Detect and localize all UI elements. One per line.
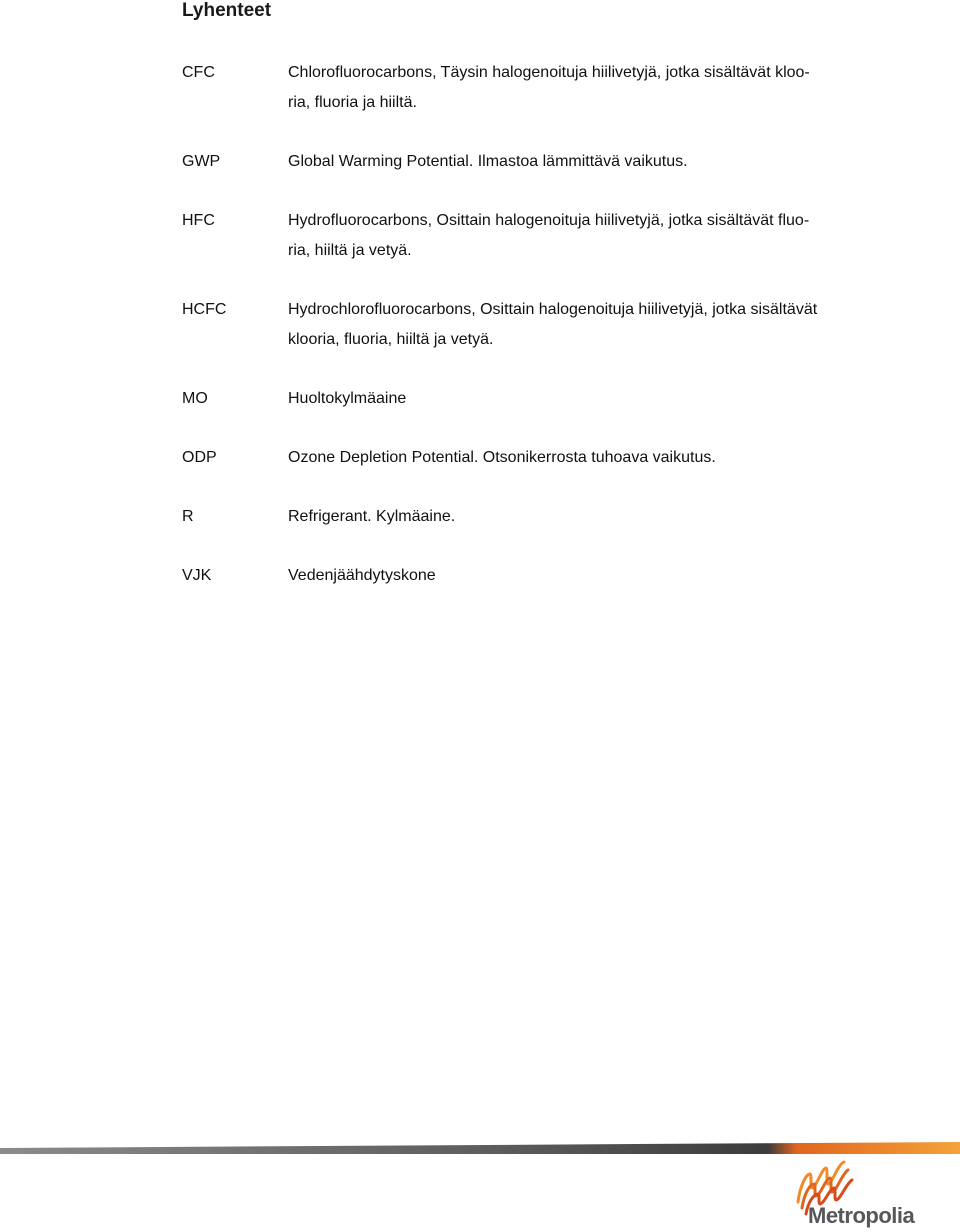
abbreviation-term: HCFC <box>182 301 227 318</box>
definition-line: Chlorofluorocarbons, Täysin halogenoituja hiilivetyjä, jotka sisältävät kloo- <box>288 64 810 81</box>
definition-line: Global Warming Potential. Ilmastoa lämmittävä vaikutus. <box>288 153 688 170</box>
abbreviation-row <box>182 443 882 473</box>
definition-line: Refrigerant. Kylmäaine. <box>288 508 456 525</box>
abbreviation-term: GWP <box>182 153 221 170</box>
abbreviation-row <box>182 561 882 591</box>
abbreviation-definition <box>288 502 870 532</box>
abbreviation-definition <box>288 295 870 355</box>
abbreviation-row <box>182 295 882 355</box>
abbreviation-definition <box>288 58 870 118</box>
abbreviation-definition <box>288 561 870 591</box>
abbreviation-definition <box>288 206 870 266</box>
definition-line: ria, hiiltä ja vetyä. <box>288 242 412 259</box>
abbreviation-term: CFC <box>182 64 215 81</box>
logo-text: Metropolia <box>808 1203 915 1228</box>
definition-line: Hydrofluorocarbons, Osittain halogenoituja hiilivetyjä, jotka sisältävät fluo- <box>288 212 810 229</box>
definition-line: Huoltokylmäaine <box>288 390 407 407</box>
definition-line: klooria, fluoria, hiiltä ja vetyä. <box>288 331 494 348</box>
abbreviation-row <box>182 384 882 414</box>
abbreviation-list <box>182 58 882 620</box>
definition-line: Hydrochlorofluorocarbons, Osittain halogenoituja hiilivetyjä, jotka sisältävät <box>288 301 818 318</box>
definition-line: Vedenjäähdytyskone <box>288 567 436 584</box>
abbreviation-term: MO <box>182 390 208 407</box>
abbreviation-term: R <box>182 508 194 525</box>
abbreviation-term: HFC <box>182 212 215 229</box>
abbreviation-definition <box>288 147 870 177</box>
abbreviation-term: ODP <box>182 449 217 466</box>
abbreviation-row <box>182 502 882 532</box>
abbreviation-row <box>182 58 882 118</box>
definition-line: Ozone Depletion Potential. Otsonikerrosta tuhoava vaikutus. <box>288 449 716 466</box>
definition-line: ria, fluoria ja hiiltä. <box>288 94 417 111</box>
abbreviation-row <box>182 206 882 266</box>
abbreviation-definition <box>288 384 870 414</box>
abbreviation-term: VJK <box>182 567 212 584</box>
abbreviation-row <box>182 147 882 177</box>
abbreviation-definition <box>288 443 870 473</box>
page-title: Lyhenteet <box>182 0 272 21</box>
